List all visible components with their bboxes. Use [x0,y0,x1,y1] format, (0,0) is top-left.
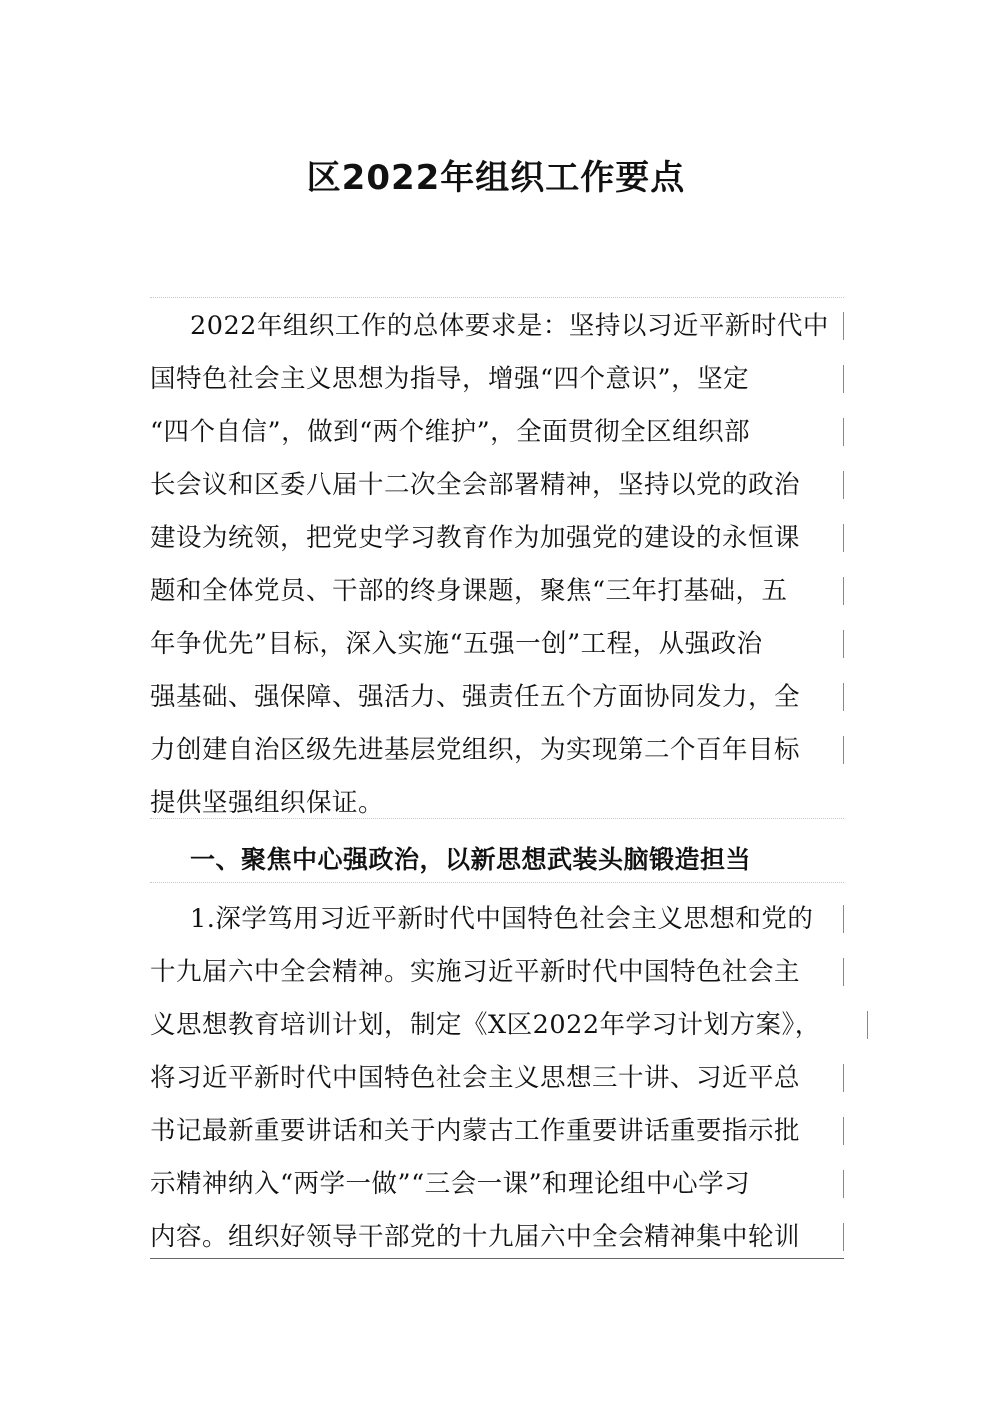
paragraph-line: 1.深学笃用习近平新时代中国特色社会主义思想和党的 [150,893,840,946]
paragraph-line: 示精神纳入“两学一做”“三会一课”和理论组中心学习 [150,1158,840,1211]
paragraph-line: 建设为统领，把党史学习教育作为加强党的建设的永恒课 [150,512,840,565]
paragraph-line: 书记最新重要讲话和关于内蒙古工作重要讲话重要指示批 [150,1105,840,1158]
paragraph-line: 力创建自治区级先进基层党组织，为实现第二个百年目标 [150,724,840,777]
paragraph-line: 十九届六中全会精神。实施习近平新时代中国特色社会主 [150,946,840,999]
paragraph-line: 将习近平新时代中国特色社会主义思想三十讲、习近平总 [150,1052,840,1105]
intro-top-rule [150,297,844,298]
item-1-paragraph [150,893,840,1264]
heading-bottom-rule [150,882,844,883]
page-bottom-rule [150,1258,844,1259]
paragraph-line: 义思想教育培训计划，制定《X区2022年学习计划方案》， [150,999,840,1052]
intro-bottom-rule [150,818,844,819]
paragraph-line: 国特色社会主义思想为指导，增强“四个意识”，坚定 [150,353,840,406]
section-heading: 一、聚焦中心强政治，以新思想武装头脑锻造担当 [190,845,752,874]
paragraph-line: 年争优先”目标，深入实施“五强一创”工程，从强政治 [150,618,840,671]
intro-paragraph [150,300,840,830]
paragraph-line: 题和全体党员、干部的终身课题，聚焦“三年打基础，五 [150,565,840,618]
paragraph-line: 提供坚强组织保证。 [150,788,385,818]
paragraph-line: 长会议和区委八届十二次全会部署精神，坚持以党的政治 [150,459,840,512]
paragraph-line: “四个自信”，做到“两个维护”，全面贯彻全区组织部 [150,406,840,459]
paragraph-line: 2022年组织工作的总体要求是：坚持以习近平新时代中 [150,300,840,353]
paragraph-line: 内容。组织好领导干部党的十九届六中全会精神集中轮训 [150,1211,840,1264]
document-title: 区2022年组织工作要点 [306,158,686,198]
paragraph-line: 强基础、强保障、强活力、强责任五个方面协同发力，全 [150,671,840,724]
